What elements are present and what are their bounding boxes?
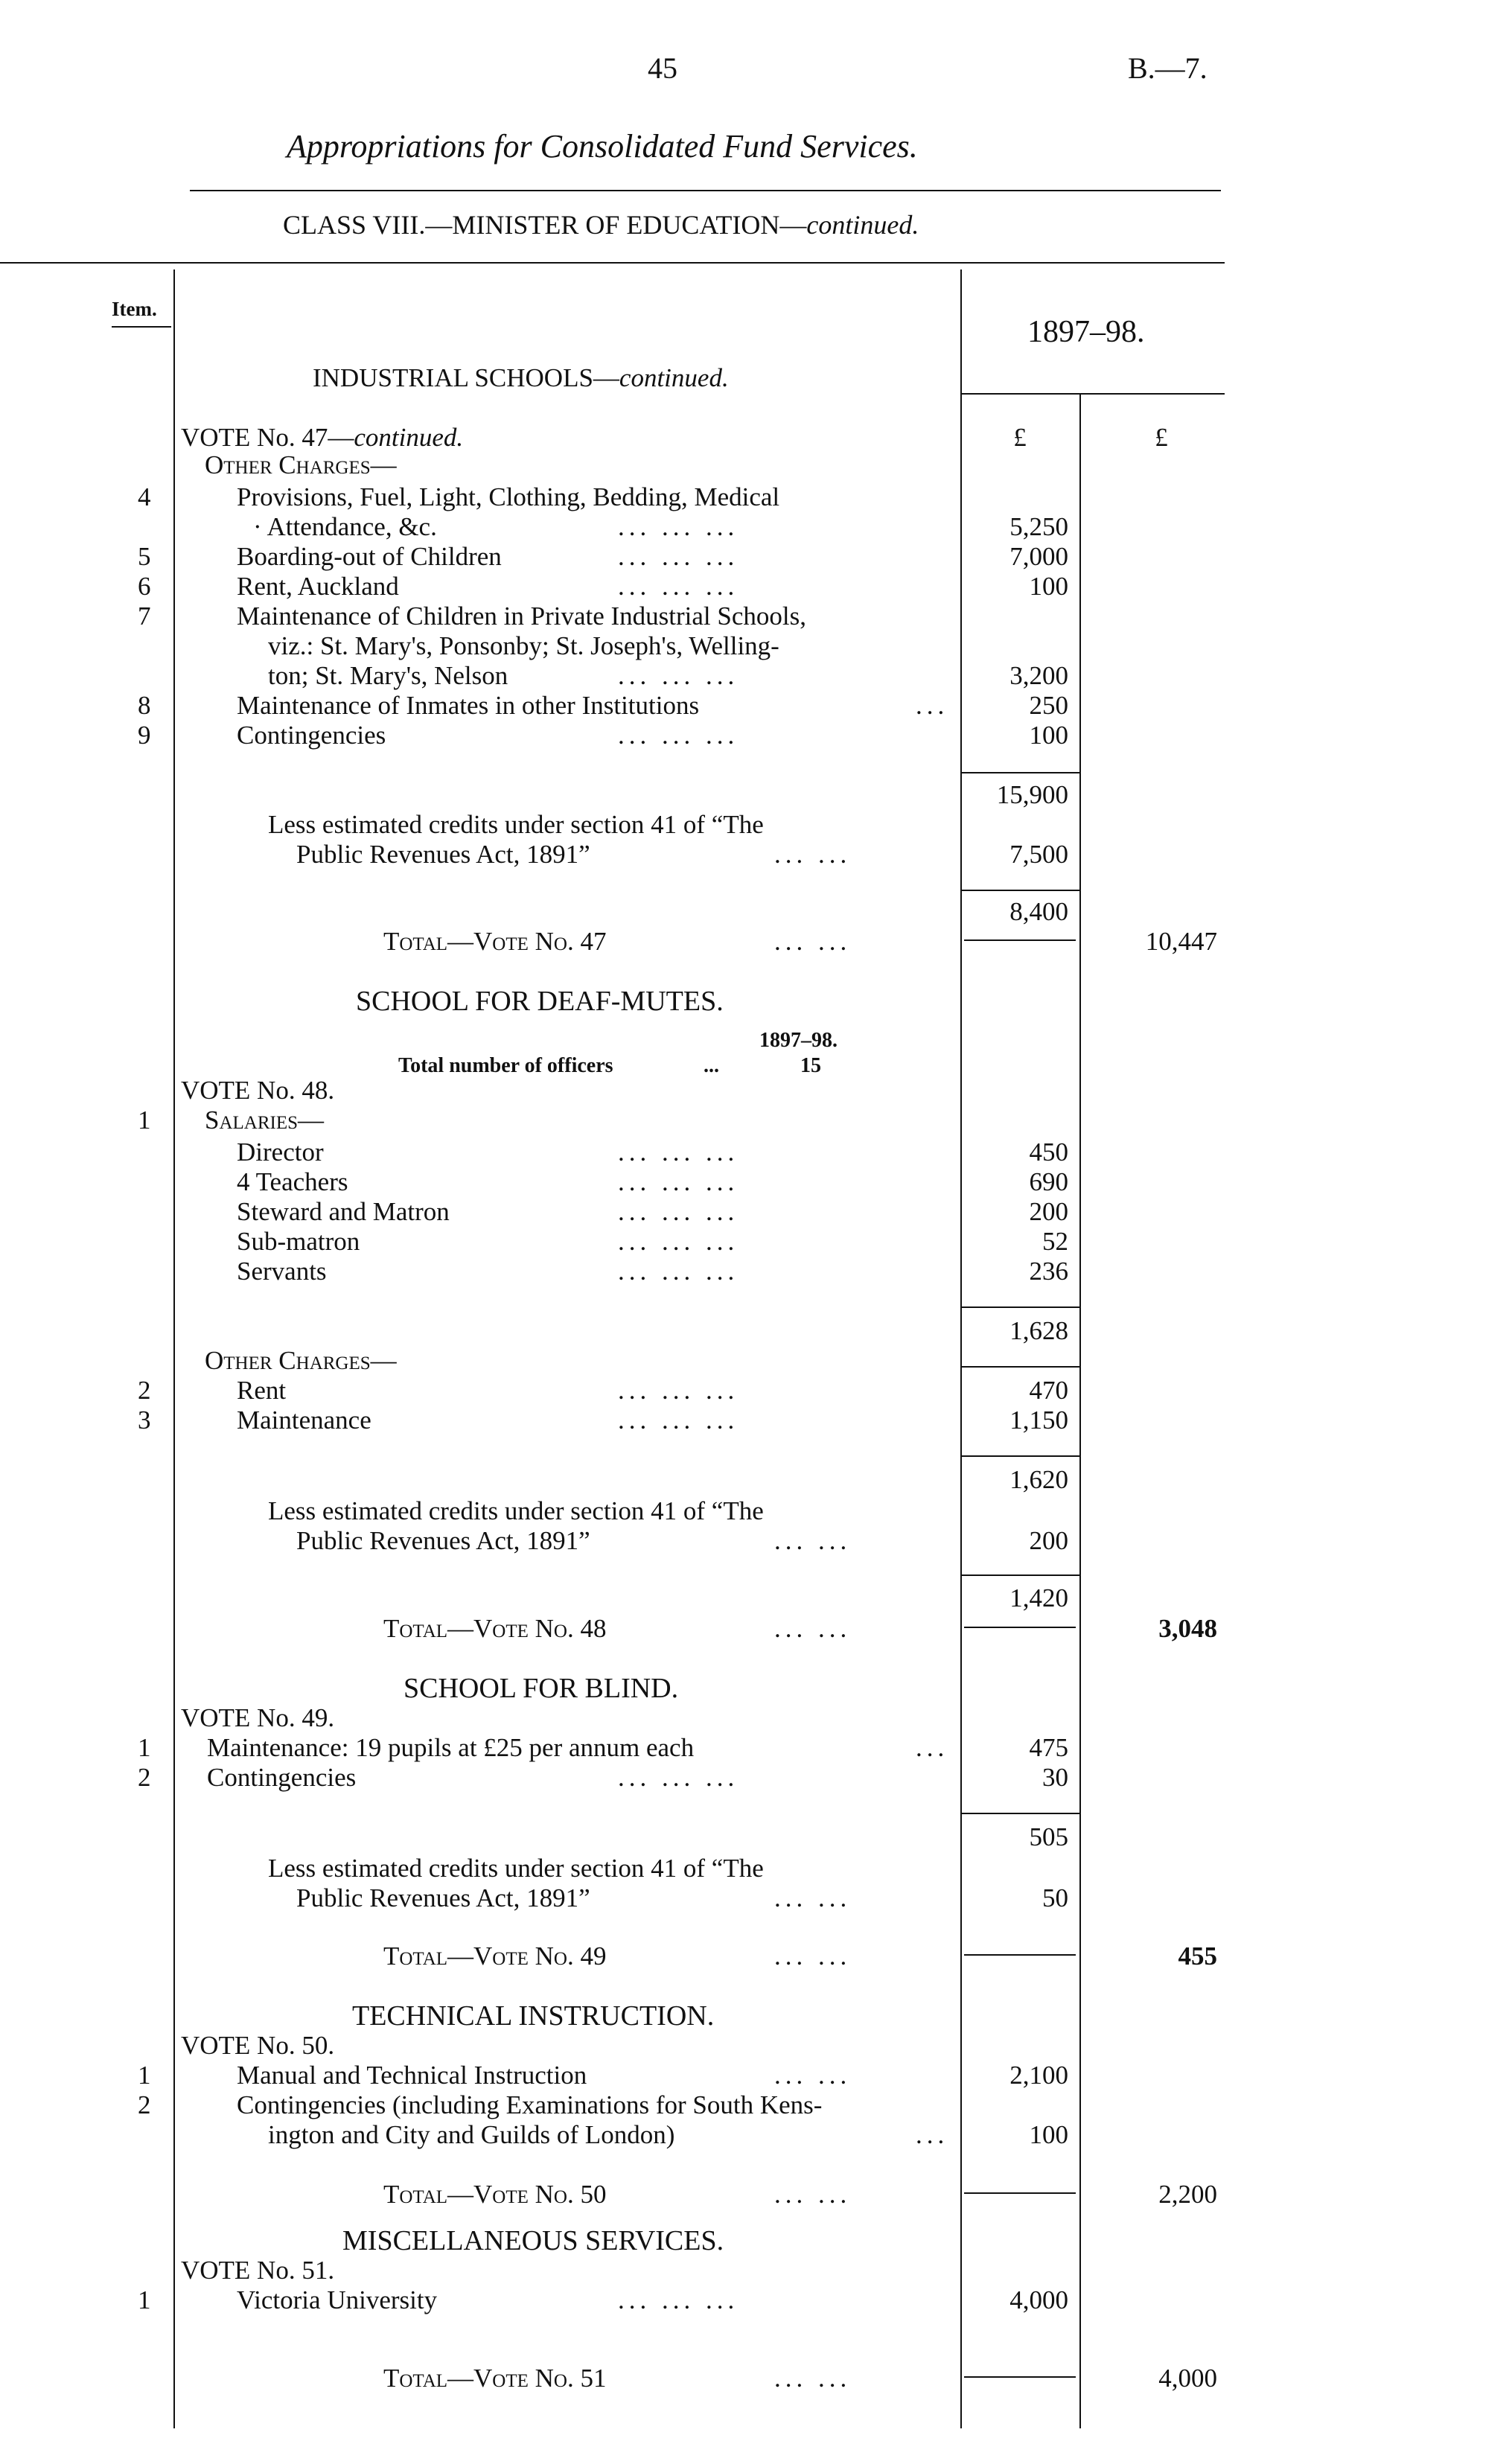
item-amount: 475 [1029, 1733, 1068, 1762]
vote-heading-51: VOTE No. 51. [181, 2256, 335, 2285]
dot-leader: ... ... ... [618, 1138, 739, 1167]
dot-leader: ... ... ... [618, 1167, 739, 1196]
credits-label: Public Revenues Act, 1891” [296, 1526, 590, 1555]
dot-leader: ... ... ... [618, 1376, 739, 1405]
item-label: Contingencies [237, 721, 386, 750]
vote-total-amount: 3,048 [1158, 1614, 1217, 1643]
salary-label: 4 Teachers [237, 1167, 348, 1196]
item-label: Provisions, Fuel, Light, Clothing, Bedding, Medical [237, 482, 780, 511]
item-number: 1 [138, 2285, 151, 2314]
credits-label: Public Revenues Act, 1891” [296, 840, 590, 869]
total-rule [964, 1627, 1076, 1628]
item-number: 1 [138, 1105, 151, 1135]
item-label: Contingencies (including Examinations for South Kens- [237, 2090, 823, 2119]
item-column-rule [173, 269, 175, 2428]
item-label: ton; St. Mary's, Nelson [268, 661, 508, 690]
salary-amount: 200 [1029, 1197, 1068, 1226]
item-number: 6 [138, 572, 151, 601]
dot-leader: ... ... [774, 2180, 852, 2209]
dot-leader: ... ... [774, 1942, 852, 1971]
net-amount: 8,400 [1009, 897, 1068, 926]
dot-leader: ... [916, 2120, 949, 2149]
net-rule [960, 1574, 1079, 1576]
item-amount: 7,000 [1009, 542, 1068, 571]
vote-heading-50: VOTE No. 50. [181, 2031, 335, 2060]
vote-heading-49: VOTE No. 49. [181, 1703, 335, 1732]
dot-leader: ... ... [774, 1614, 852, 1643]
dot-leader: ... ... [774, 1526, 852, 1555]
vote-total-amount: 455 [1178, 1942, 1217, 1971]
item-number: 2 [138, 2090, 151, 2119]
item-label: Contingencies [207, 1763, 357, 1792]
pound-column-header: £ [1013, 423, 1027, 452]
section-heading-technical: TECHNICAL INSTRUCTION. [352, 2000, 715, 2032]
total-column-rule [1079, 395, 1081, 2428]
credits-label: Less estimated credits under section 41 of “The [268, 1496, 764, 1525]
subtotal-rule [960, 1306, 1079, 1308]
credits-amount: 7,500 [1009, 840, 1068, 869]
salary-label: Servants [237, 1257, 327, 1286]
page-title: Appropriations for Consolidated Fund Services. [287, 128, 918, 165]
item-label: Rent, Auckland [237, 572, 399, 601]
dot-leader: ... ... ... [618, 1197, 739, 1226]
dot-leader: ... ... [774, 2364, 852, 2393]
section-heading-industrial-schools: INDUSTRIAL SCHOOLS—continued. [313, 363, 729, 392]
vote-total-amount: 2,200 [1158, 2180, 1217, 2209]
dot-leader: ... ... ... [618, 721, 739, 750]
vote-total-label: Total—Vote No. 48 [383, 1614, 607, 1643]
item-amount: 30 [1042, 1763, 1068, 1792]
subtotal-amount: 1,620 [1009, 1465, 1068, 1494]
item-amount: 4,000 [1009, 2285, 1068, 2314]
item-number: 9 [138, 721, 151, 750]
dot-leader: ... ... ... [618, 1257, 739, 1286]
section-heading-blind: SCHOOL FOR BLIND. [403, 1673, 679, 1704]
dot-leader: ... ... ... [618, 1406, 739, 1435]
credits-amount: 50 [1042, 1883, 1068, 1912]
vote-heading-48: VOTE No. 48. [181, 1076, 335, 1105]
section-heading-miscellaneous: MISCELLANEOUS SERVICES. [342, 2225, 724, 2256]
salaries-total: 1,628 [1009, 1316, 1068, 1345]
item-label: viz.: St. Mary's, Ponsonby; St. Joseph's, Welling- [268, 631, 779, 660]
vote-total-label: Total—Vote No. 49 [383, 1942, 607, 1971]
item-amount: 100 [1029, 572, 1068, 601]
total-rule [964, 2192, 1076, 2194]
salary-amount: 236 [1029, 1257, 1068, 1286]
pound-column-header: £ [1155, 423, 1168, 452]
vote-total-label: Total—Vote No. 50 [383, 2180, 607, 2209]
credits-label: Public Revenues Act, 1891” [296, 1883, 590, 1912]
dot-leader: ... ... [774, 840, 852, 869]
item-number: 7 [138, 602, 151, 631]
amount-column-rule [960, 269, 962, 2428]
item-number: 8 [138, 691, 151, 720]
salary-amount: 690 [1029, 1167, 1068, 1196]
total-rule [964, 939, 1076, 941]
year-header-rule [960, 393, 1225, 395]
item-amount: 470 [1029, 1376, 1068, 1405]
title-rule [190, 190, 1221, 191]
subtotal-rule [960, 1813, 1079, 1814]
item-number: 2 [138, 1376, 151, 1405]
officers-count: 15 [800, 1054, 821, 1077]
item-label: · Attendance, &c. [253, 512, 437, 541]
other-charges-heading: Other Charges— [205, 1346, 397, 1375]
item-header-rule [112, 326, 171, 328]
total-rule [964, 1954, 1076, 1956]
vote-total-label: Total—Vote No. 51 [383, 2364, 607, 2393]
dot-leader: ... ... ... [618, 572, 739, 601]
vote-total-amount: 10,447 [1145, 927, 1217, 956]
subtotal-rule [960, 1455, 1079, 1457]
other-charges-heading: Other Charges— [205, 450, 397, 479]
officers-label: Total number of officers [398, 1054, 613, 1077]
officers-year: 1897–98. [759, 1029, 838, 1052]
item-number: 1 [138, 1733, 151, 1762]
dot-leader: ... ... [774, 2061, 852, 2090]
dot-leader: ... [916, 691, 949, 720]
dot-leader: ... ... ... [618, 512, 739, 541]
subtotal-amount: 15,900 [996, 780, 1068, 809]
header-rule [0, 262, 1225, 264]
item-number: 3 [138, 1406, 151, 1435]
document-reference: B.—7. [1128, 51, 1208, 85]
credits-label: Less estimated credits under section 41 of “The [268, 810, 764, 839]
item-label: Rent [237, 1376, 287, 1405]
section-heading-deaf-mutes: SCHOOL FOR DEAF-MUTES. [356, 986, 724, 1017]
vote-heading-47: VOTE No. 47—continued. [181, 423, 464, 452]
dot-leader: ... ... ... [618, 1763, 739, 1792]
item-number: 4 [138, 482, 151, 511]
net-amount: 1,420 [1009, 1583, 1068, 1612]
vote-total-amount: 4,000 [1158, 2364, 1217, 2393]
salary-amount: 450 [1029, 1138, 1068, 1167]
salary-label: Sub-matron [237, 1227, 360, 1256]
item-label: Victoria University [237, 2285, 438, 2314]
salary-label: Director [237, 1138, 324, 1167]
item-label: Boarding-out of Children [237, 542, 502, 571]
dot-leader: ... ... ... [618, 1227, 739, 1256]
dot-leader: ... ... [774, 1883, 852, 1912]
class-heading: CLASS VIII.—MINISTER OF EDUCATION—continued. [283, 210, 919, 240]
dot-leader: ... ... ... [618, 542, 739, 571]
item-label: ington and City and Guilds of London) [268, 2120, 675, 2149]
salary-amount: 52 [1042, 1227, 1068, 1256]
item-label: Maintenance [237, 1406, 371, 1435]
item-number: 2 [138, 1763, 151, 1792]
item-column-header: Item. [112, 298, 157, 320]
year-column-header: 1897–98. [1027, 315, 1145, 349]
dot-leader: ... ... [774, 927, 852, 956]
credits-label: Less estimated credits under section 41 of “The [268, 1854, 764, 1883]
item-label: Maintenance: 19 pupils at £25 per annum each [207, 1733, 695, 1762]
dot-leader: ... [916, 1733, 949, 1762]
subtotal-amount: 505 [1029, 1822, 1068, 1851]
item-label: Maintenance of Inmates in other Institutions [237, 691, 700, 720]
salaries-heading: Salaries— [205, 1105, 325, 1135]
dot-leader: ... ... ... [618, 2285, 739, 2314]
salary-label: Steward and Matron [237, 1197, 450, 1226]
item-label: Maintenance of Children in Private Industrial Schools, [237, 602, 806, 631]
item-amount: 100 [1029, 2120, 1068, 2149]
item-amount: 3,200 [1009, 661, 1068, 690]
total-rule [964, 2376, 1076, 2378]
item-amount: 100 [1029, 721, 1068, 750]
item-amount: 1,150 [1009, 1406, 1068, 1435]
subtotal-rule [960, 772, 1079, 773]
item-number: 1 [138, 2061, 151, 2090]
credits-amount: 200 [1029, 1526, 1068, 1555]
subtotal-rule [960, 1366, 1079, 1368]
item-label: Manual and Technical Instruction [237, 2061, 587, 2090]
item-number: 5 [138, 542, 151, 571]
dot-leader: ... ... ... [618, 661, 739, 690]
item-amount: 250 [1029, 691, 1068, 720]
vote-total-label: Total—Vote No. 47 [383, 927, 607, 956]
item-amount: 2,100 [1009, 2061, 1068, 2090]
item-amount: 5,250 [1009, 512, 1068, 541]
dot-leader: ... [704, 1054, 719, 1077]
page-number: 45 [648, 51, 677, 85]
net-rule [960, 890, 1079, 891]
